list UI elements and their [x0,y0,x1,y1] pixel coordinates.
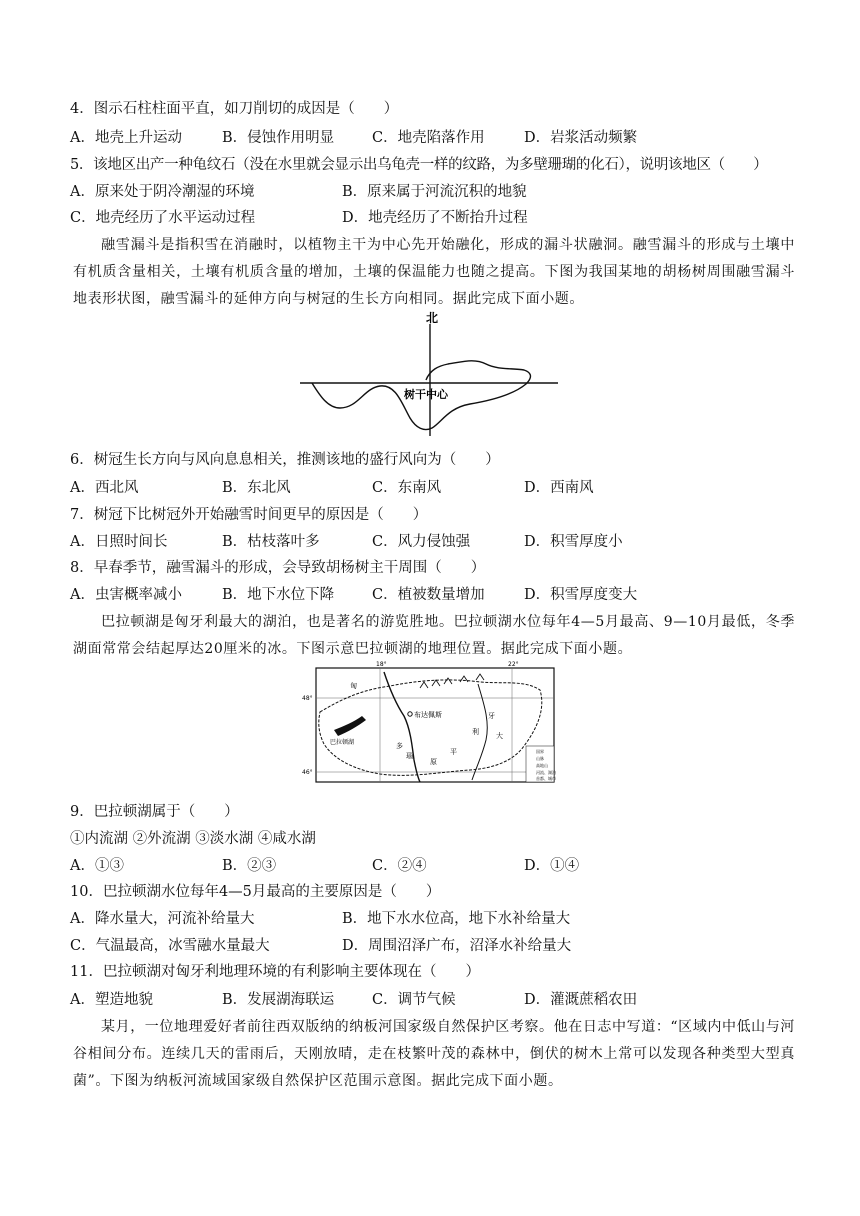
legend-item-2: 山脉 [536,756,544,761]
question-9-items: ①内流湖 ②外流湖 ③淡水湖 ④咸水湖 [70,831,316,847]
q9-option-b: B．②③ [222,858,277,874]
legend-item-4: 河流、湖泊 [536,770,556,775]
question-11-stem: 11．巴拉顿湖对匈牙利地理环境的有利影响主要体现在（ ） [70,964,480,980]
lat-46-label: 46° [302,769,313,776]
lon-22-label: 22° [508,661,519,668]
q11-option-b: B．发展湖海联运 [222,992,335,1008]
q7-option-d: D．积雪厚度小 [524,534,623,550]
passage-balaton-text: 巴拉顿湖是匈牙利最大的湖泊，也是著名的游览胜地。巴拉顿湖水位每年4—5月最高、9—10月最低，冬季湖面常常会结起厚达20厘米的冰。下图示意巴拉顿湖的地理位置。据此完成下面小题。 [73,614,795,657]
passage-balaton [73,609,795,663]
passage-funnel-text: 融雪漏斗是指积雪在消融时，以植物主干为中心先开始融化，形成的漏斗状融洞。融雪漏斗的形成与土壤中有机质含量相关，土壤有机质含量的增加，土壤的保温能力也随之提高。下图为我国某地的胡杨树周围融雪漏斗地表形状图，融雪漏斗的延伸方向与树冠的生长方向相同。据此完成下面小题。 [73,237,795,307]
budapest-label: 布达佩斯 [414,711,442,719]
balaton-location-map [300,660,562,790]
legend-item-5: 首都、城市 [536,776,556,781]
passage-funnel [73,232,795,313]
plain-label-2: 平 [450,748,457,756]
map-legend [526,746,556,782]
north-label: 北 [426,311,439,325]
plain-label-3: 原 [430,758,437,766]
funnel-shape-figure [298,310,560,438]
legend-item-1: 国界 [536,749,544,754]
q4-option-d: D．岩浆活动频繁 [524,130,638,146]
q7-option-b: B．枯枝落叶多 [222,534,320,550]
q10-option-c: C．气温最高，冰雪融水量最大 [70,938,270,954]
q10-option-a: A．降水量大，河流补给量大 [70,911,255,927]
question-4-stem: 4．图示石柱柱面平直，如刀削切的成因是（ ） [70,101,399,117]
region-label-2: 牙 [488,712,495,720]
question-8-stem: 8．早春季节，融雪漏斗的形成，会导致胡杨树主干周围（ ） [70,560,486,576]
q9-option-c: C．②④ [372,858,427,874]
river-label-2: 瑙 [406,752,413,760]
q8-option-a: A．虫害概率减小 [70,587,182,603]
plain-label-1: 大 [496,732,503,740]
q5-option-d: D．地壳经历了不断抬升过程 [342,210,528,226]
q4-option-a: A．地壳上升运动 [70,130,182,146]
lon-18-label: 18° [376,661,387,668]
trunk-center-label: 树干中心 [404,388,448,401]
river-label-1: 多 [396,742,403,750]
q11-option-a: A．塑造地貌 [70,992,153,1008]
q6-option-b: B．东北风 [222,480,291,496]
q11-option-c: C．调节气候 [372,992,456,1008]
q5-option-b: B．原来属于河流沉积的地貌 [342,184,527,200]
region-label-3: 利 [472,728,479,736]
q4-option-c: C．地壳陷落作用 [372,130,485,146]
q8-option-d: D．积雪厚度变大 [524,587,638,603]
q8-option-c: C．植被数量增加 [372,587,485,603]
q6-option-d: D．西南风 [524,480,594,496]
passage-nabanhe [73,1014,795,1095]
q5-option-a: A．原来处于阴冷潮湿的环境 [70,184,255,200]
q9-option-d: D．①④ [524,858,580,874]
q6-option-c: C．东南风 [372,480,442,496]
q5-option-c: C．地壳经历了水平运动过程 [70,210,256,226]
question-7-stem: 7．树冠下比树冠外开始融雪时间更早的原因是（ ） [70,507,428,523]
passage-nabanhe-text: 某月，一位地理爱好者前往西双版纳的纳板河国家级自然保护区考察。他在日志中写道：“区域内中低山与河谷相间分布。连续几天的雷雨后，天刚放晴，走在枝繁叶茂的森林中，倒伏的树木上常可以发现各种类型大型真菌”。下图为纳板河流域国家级自然保护区范围示意图。据此完成下面小题。 [73,1019,795,1089]
budapest-city-dot [408,712,412,716]
q11-option-d: D．灌溉蔗稻农田 [524,992,638,1008]
balaton-label: 巴拉顿湖 [330,739,355,746]
q10-option-b: B．地下水水位高，地下水补给量大 [342,911,571,927]
q7-option-a: A．日照时间长 [70,534,168,550]
question-5-stem: 5．该地区出产一种龟纹石（没在水里就会显示出乌龟壳一样的纹路，为多壁珊瑚的化石），说明该地区（ ） [70,157,768,173]
q9-option-a: A．①③ [70,858,124,874]
region-label-1: 匈 [350,682,357,690]
lat-48-label: 48° [302,695,313,702]
legend-item-3: 高地山 [536,763,548,768]
q6-option-a: A．西北风 [70,480,139,496]
q4-option-b: B．侵蚀作用明显 [222,130,335,146]
question-10-stem: 10．巴拉顿湖水位每年4—5月最高的主要原因是（ ） [70,884,441,900]
q8-option-b: B．地下水位下降 [222,587,335,603]
question-6-stem: 6．树冠生长方向与风向息息相关，推测该地的盛行风向为（ ） [70,452,500,468]
q7-option-c: C．风力侵蚀强 [372,534,471,550]
q10-option-d: D．周围沼泽广布，沼泽水补给量大 [342,938,572,954]
question-9-stem: 9．巴拉顿湖属于（ ） [70,804,239,820]
